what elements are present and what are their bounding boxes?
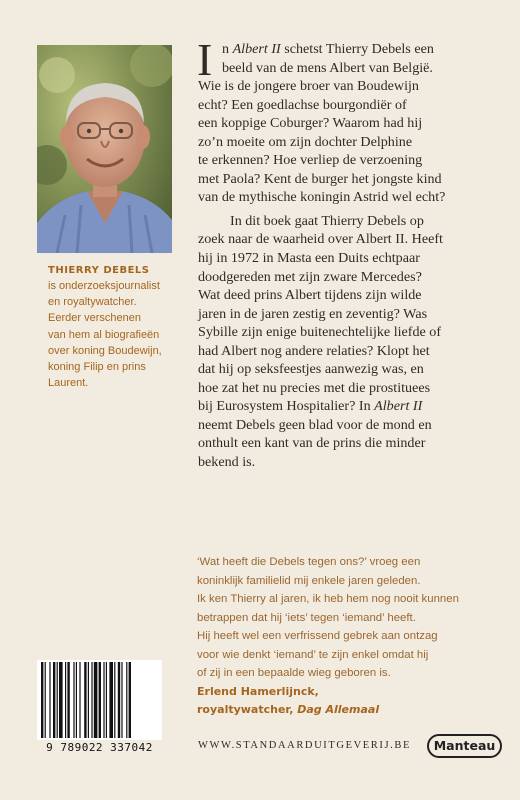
blurb-line: In dit boek gaat Thierry Debels op — [230, 212, 424, 229]
quote-source: Dag Allemaal — [297, 702, 380, 716]
blurb-line: n Albert II schetst Thierry Debels een — [222, 41, 434, 57]
publisher-logo: Manteau — [427, 734, 502, 758]
author-photo — [37, 45, 172, 253]
blurb-line: onthult een kant van de prins die minder — [198, 435, 426, 452]
blurb-paragraph-2 — [198, 212, 498, 472]
bio-line: is onderzoeksjournalist — [48, 280, 160, 292]
blurb-line: jaren in de jaren zestig en zeventig? Was — [198, 305, 428, 322]
quote-attribution-name: Erlend Hamerlijnck, — [197, 684, 319, 698]
blurb-line: zoek naar de waarheid over Albert II. Heeft — [198, 231, 443, 248]
author-bio — [48, 265, 178, 391]
blurb-line: bij Eurosystem Hospitalier? In Albert II — [198, 398, 423, 415]
barcode — [37, 660, 162, 740]
blurb-line: had Albert nog andere relaties? Klopt het — [198, 342, 430, 359]
quote-line: voor wie denkt ‘iemand’ te zijn enkel omdat hij — [197, 648, 429, 661]
quote-line: betrappen dat hij ‘iets’ tegen ‘iemand’ heeft. — [197, 611, 416, 624]
blurb-line: dat hij op seksfeestjes aanwezig was, en — [198, 361, 424, 378]
blurb-line: te erkennen? Hoe verliep de verzoening — [198, 152, 423, 169]
blurb-line: bekend is. — [198, 454, 256, 471]
blurb-line: Wie is de jongere broer van Boudewijn — [198, 78, 419, 95]
quote-line: Ik ken Thierry al jaren, ik heb hem nog nooit kunnen — [197, 593, 459, 605]
blurb-line: met Paola? Kent de burger het jongste kind — [198, 170, 442, 187]
review-quote — [197, 553, 507, 719]
blurb-line: hij in 1972 in Masta een Duits echtpaar — [198, 250, 420, 267]
quote-line: koninklijk familielid mij enkele jaren geleden. — [197, 574, 421, 587]
bio-line: koning Filip en prins — [48, 361, 146, 374]
bio-line: Laurent. — [48, 377, 89, 390]
blurb-line: een koppige Coburger? Waarom had hij — [198, 115, 423, 132]
blurb-line: echt? Een goedlachse bourgondiër of — [198, 96, 407, 113]
blurb-line: Wat deed prins Albert tijdens zijn wilde — [198, 287, 422, 304]
quote-attribution-role: royaltywatcher, Dag Allemaal — [197, 702, 380, 716]
quote-line: of zij in een bepaalde wieg geboren is. — [197, 667, 391, 679]
quote-line: ‘Wat heeft die Debels tegen ons?’ vroeg een — [197, 556, 421, 568]
blurb-line: neemt Debels geen blad voor de mond en — [198, 416, 432, 433]
publisher-url: WWW.STANDAARDUITGEVERIJ.BE — [198, 740, 412, 751]
author-name: THIERRY DEBELS — [48, 265, 150, 276]
drop-cap: I — [197, 34, 213, 85]
blurb-line: doodgereden met zijn zware Mercedes? — [198, 268, 422, 285]
bio-line: van hem al biografieën — [48, 328, 160, 341]
blurb-line: zo’n moeite om zijn dochter Delphine — [198, 133, 413, 150]
bio-line: over koning Boudewijn, — [48, 344, 162, 357]
quote-line: Hij heeft wel een verfrissend gebrek aan ontzag — [197, 630, 438, 642]
barcode-digits: 9 789022 337042 — [46, 741, 153, 754]
blurb-text — [197, 34, 498, 472]
blurb-line: beeld van de mens Albert van België. — [222, 59, 433, 76]
blurb-paragraph-1 — [197, 34, 498, 207]
blurb-line: van de mythische koningin Astrid wel echt? — [198, 189, 446, 206]
bio-line: en royaltywatcher. — [48, 296, 137, 309]
blurb-line: hoe zat het nu precies met die prostituees — [198, 379, 431, 396]
bio-line: Eerder verschenen — [48, 312, 141, 325]
blurb-line: Sybille zijn enige buitenechtelijke liefde of — [198, 324, 442, 341]
